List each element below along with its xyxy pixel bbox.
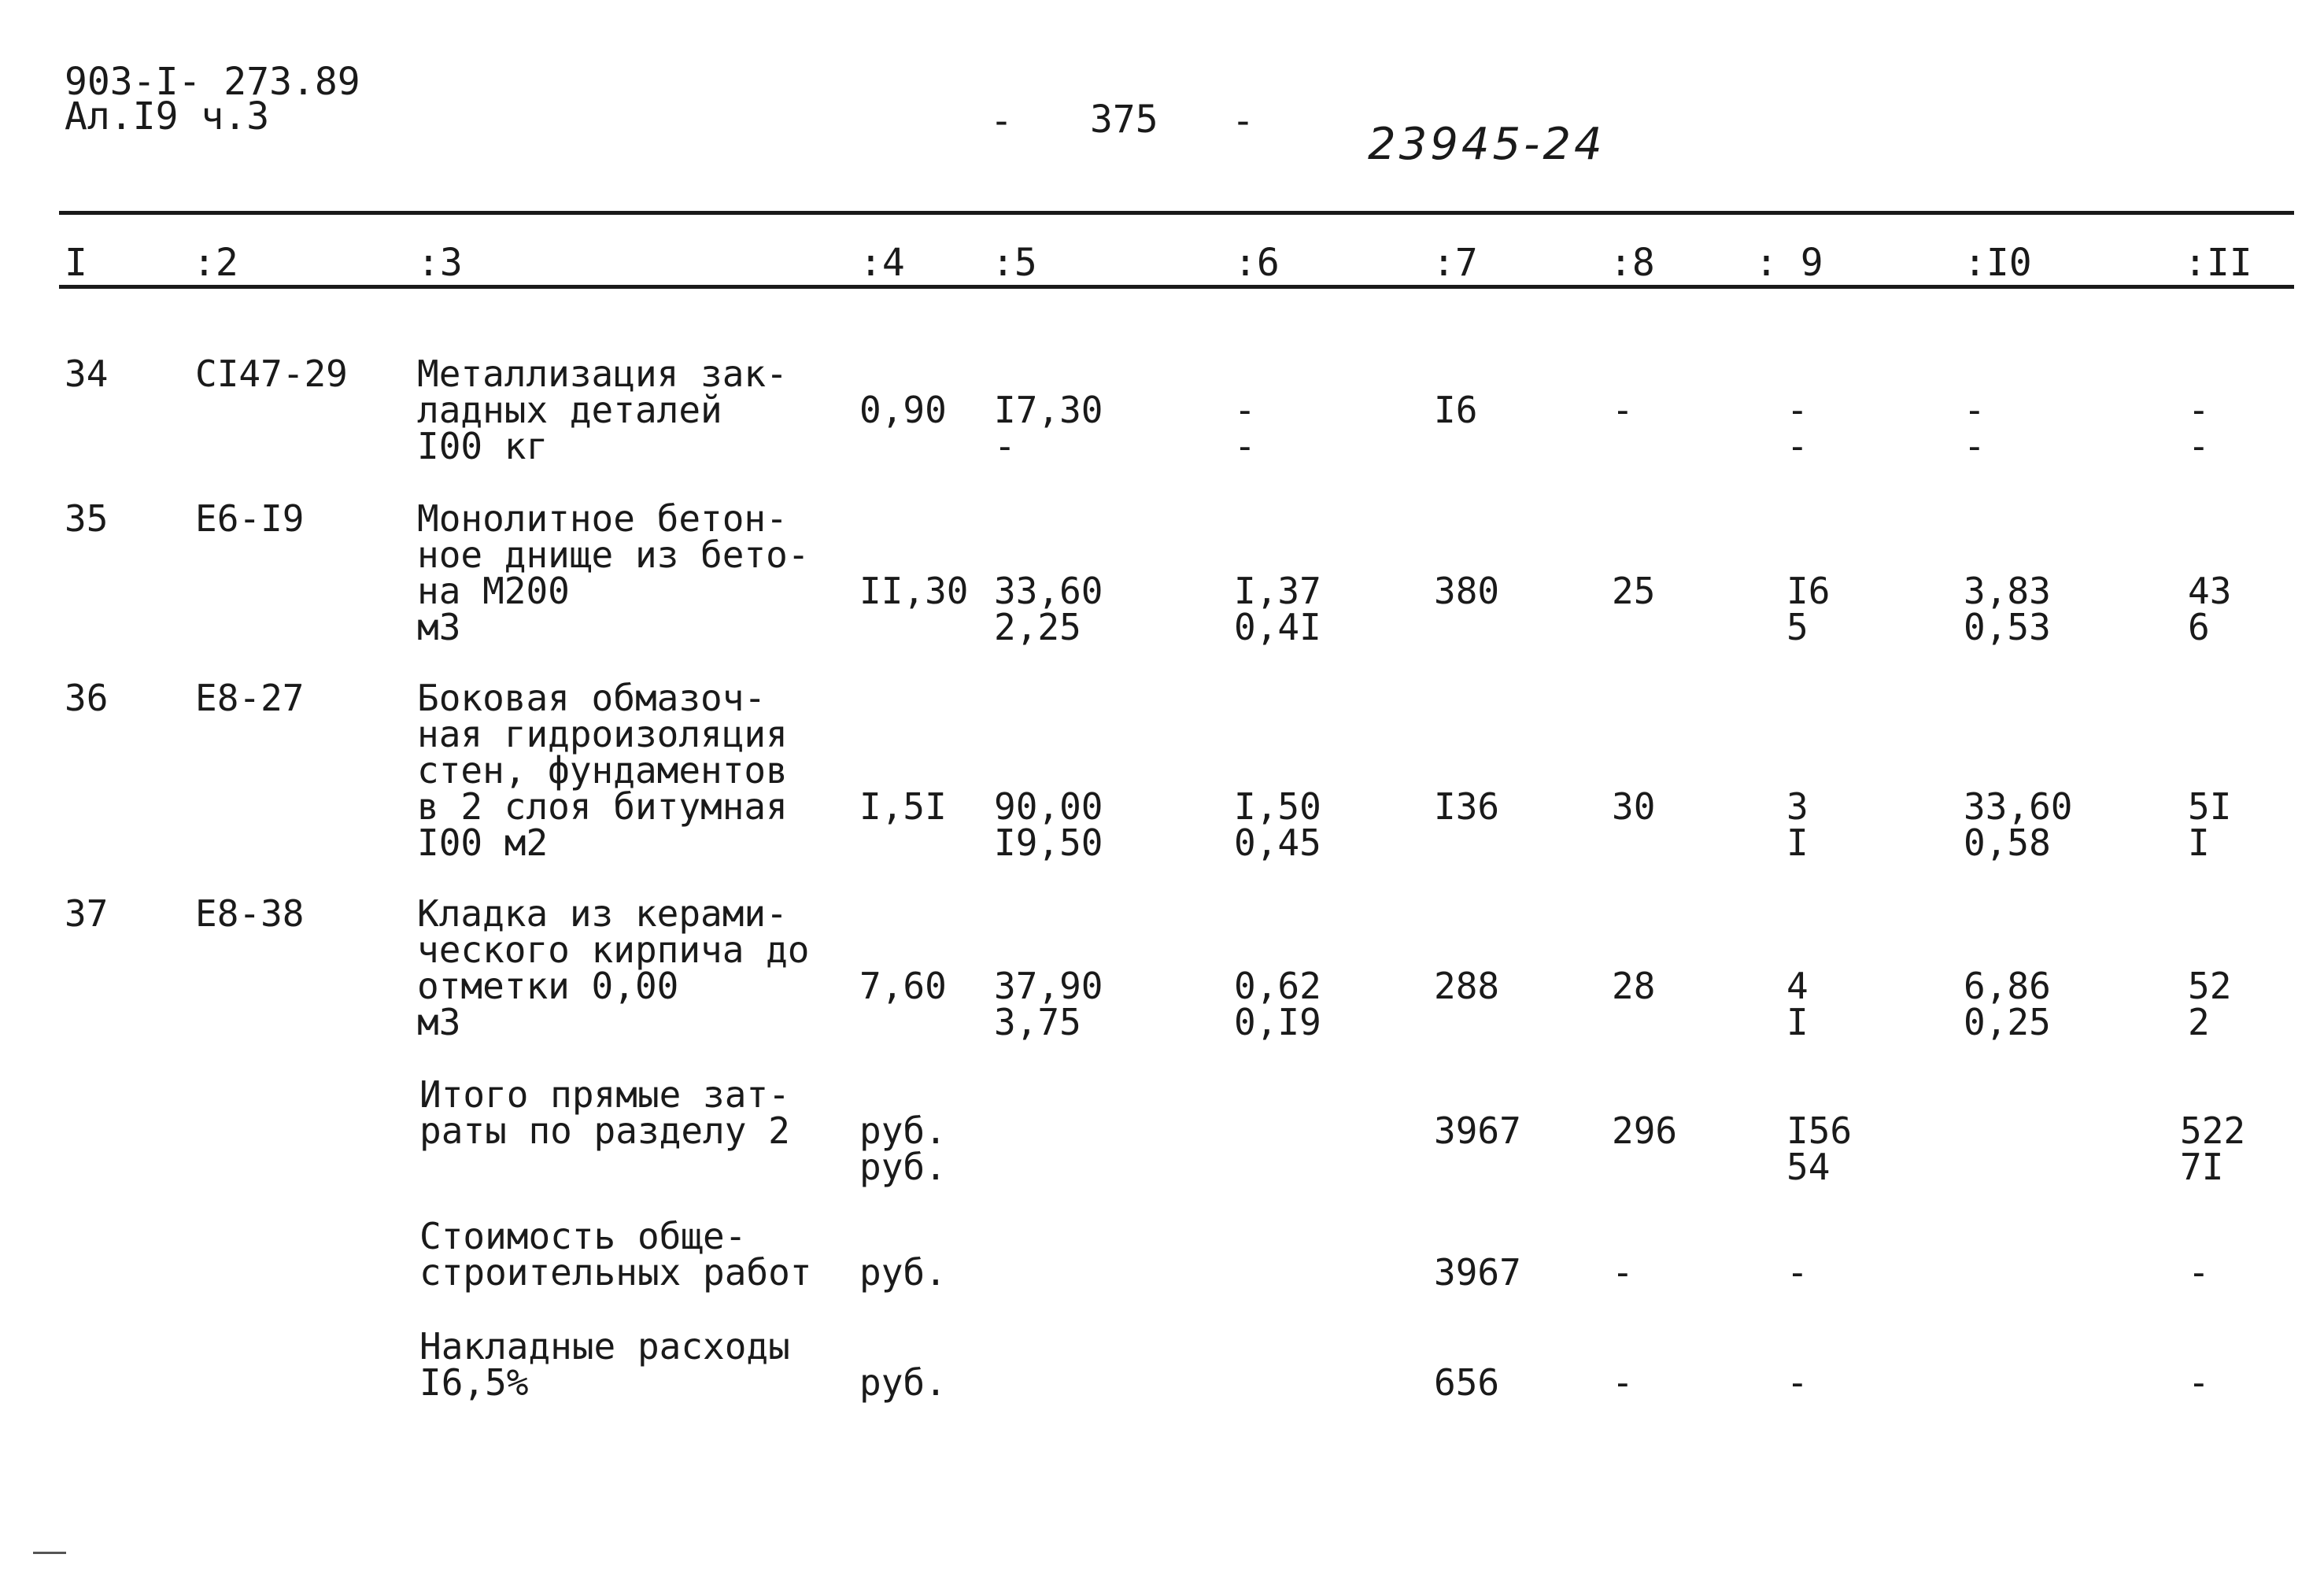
cell-col5: I7,30 - <box>994 389 1103 467</box>
row-code: E8-27 <box>195 677 305 719</box>
cell-col5: 37,90 3,75 <box>994 965 1103 1043</box>
row-description: Боковая обмазоч- ная гидроизоляция стен, фундаментов в 2 слоя битумная I00 м2 <box>417 677 788 864</box>
totals-description: Итого прямые зат- раты по разделу 2 <box>419 1073 790 1152</box>
cell-col11: - <box>2188 1251 2210 1294</box>
cell-col8: - <box>1612 389 1634 431</box>
column-header: :2 <box>193 241 238 285</box>
column-header: :3 <box>417 241 463 285</box>
row-code: CI47-29 <box>195 353 348 395</box>
cell-col6: I,37 0,4I <box>1234 570 1321 648</box>
row-code: E6-I9 <box>195 497 305 540</box>
cell-col11: 52 2 <box>2188 965 2232 1043</box>
cell-col11: - - <box>2188 389 2210 467</box>
handwritten-number: 23945-24 <box>1368 119 1605 170</box>
cell-col9: 3 I <box>1786 785 1809 864</box>
column-header: I <box>65 241 87 285</box>
cell-col9: - - <box>1786 389 1809 467</box>
column-header: :4 <box>859 241 905 285</box>
cell-col4: I,5I <box>859 785 947 828</box>
cell-col5: 90,00 I9,50 <box>994 785 1103 864</box>
totals-description: Стоимость обще- строительных работ <box>419 1215 812 1294</box>
page-dash-right: - <box>1232 99 1254 143</box>
cell-col10: 6,86 0,25 <box>1964 965 2051 1043</box>
sheet-reference: Ал.I9 ч.3 <box>65 94 270 138</box>
cell-col10: 3,83 0,53 <box>1964 570 2051 648</box>
column-header: :II <box>2184 241 2252 285</box>
column-header: : 9 <box>1755 241 1823 285</box>
row-description: Кладка из керами- ческого кирпича до отметки 0,00 м3 <box>417 892 810 1043</box>
cell-col8: 28 <box>1612 965 1656 1007</box>
row-code: E8-38 <box>195 892 305 935</box>
column-header: :7 <box>1432 241 1478 285</box>
cell-col10: 33,60 0,58 <box>1964 785 2073 864</box>
row-number: 34 <box>65 353 109 395</box>
cell-col6: - - <box>1234 389 1256 467</box>
cell-col8: - <box>1612 1361 1634 1404</box>
cell-col6: 0,62 0,I9 <box>1234 965 1321 1043</box>
cell-col11: 522 7I <box>2180 1109 2246 1188</box>
cell-col9: 4 I <box>1786 965 1809 1043</box>
row-description: Металлизация зак- ладных деталей I00 кг <box>417 353 788 467</box>
cell-col7: I6 <box>1434 389 1478 431</box>
cell-col8: 25 <box>1612 570 1656 612</box>
row-number: 35 <box>65 497 109 540</box>
cell-col8: - <box>1612 1251 1634 1294</box>
row-description: Монолитное бетон- ное днище из бето- на М200 м3 <box>417 497 810 648</box>
totals-unit: руб. <box>859 1251 947 1294</box>
cell-col7: 656 <box>1434 1361 1500 1404</box>
column-header: :5 <box>992 241 1037 285</box>
column-header: :6 <box>1234 241 1280 285</box>
page-number: 375 <box>1090 98 1158 142</box>
cell-col9: I6 5 <box>1786 570 1831 648</box>
top-rule <box>59 211 2294 215</box>
cell-col5: 33,60 2,25 <box>994 570 1103 648</box>
totals-description: Накладные расходы I6,5% <box>419 1325 790 1404</box>
cell-col4: II,30 <box>859 570 969 612</box>
cell-col9: - <box>1786 1251 1809 1294</box>
column-header: :8 <box>1609 241 1655 285</box>
cell-col11: - <box>2188 1361 2210 1404</box>
cell-col4: 0,90 <box>859 389 947 431</box>
header-rule <box>59 285 2294 289</box>
row-number: 36 <box>65 677 109 719</box>
cell-col4: 7,60 <box>859 965 947 1007</box>
margin-mark <box>33 1552 66 1554</box>
cell-col10: - - <box>1964 389 1986 467</box>
totals-unit: руб. <box>859 1361 947 1404</box>
cell-col8: 296 <box>1612 1109 1678 1152</box>
cell-col7: 380 <box>1434 570 1500 612</box>
page-dash-left: - <box>990 99 1013 143</box>
column-header: :I0 <box>1964 241 2032 285</box>
totals-unit: руб. руб. <box>859 1109 947 1188</box>
cell-col8: 30 <box>1612 785 1656 828</box>
document-code: 903-I- 273.89 <box>65 60 360 104</box>
cell-col7: I36 <box>1434 785 1500 828</box>
cell-col9: - <box>1786 1361 1809 1404</box>
cell-col7: 3967 <box>1434 1109 1521 1152</box>
cell-col6: I,50 0,45 <box>1234 785 1321 864</box>
cell-col9: I56 54 <box>1786 1109 1853 1188</box>
row-number: 37 <box>65 892 109 935</box>
cell-col7: 3967 <box>1434 1251 1521 1294</box>
cell-col11: 5I I <box>2188 785 2232 864</box>
cell-col11: 43 6 <box>2188 570 2232 648</box>
cell-col7: 288 <box>1434 965 1500 1007</box>
